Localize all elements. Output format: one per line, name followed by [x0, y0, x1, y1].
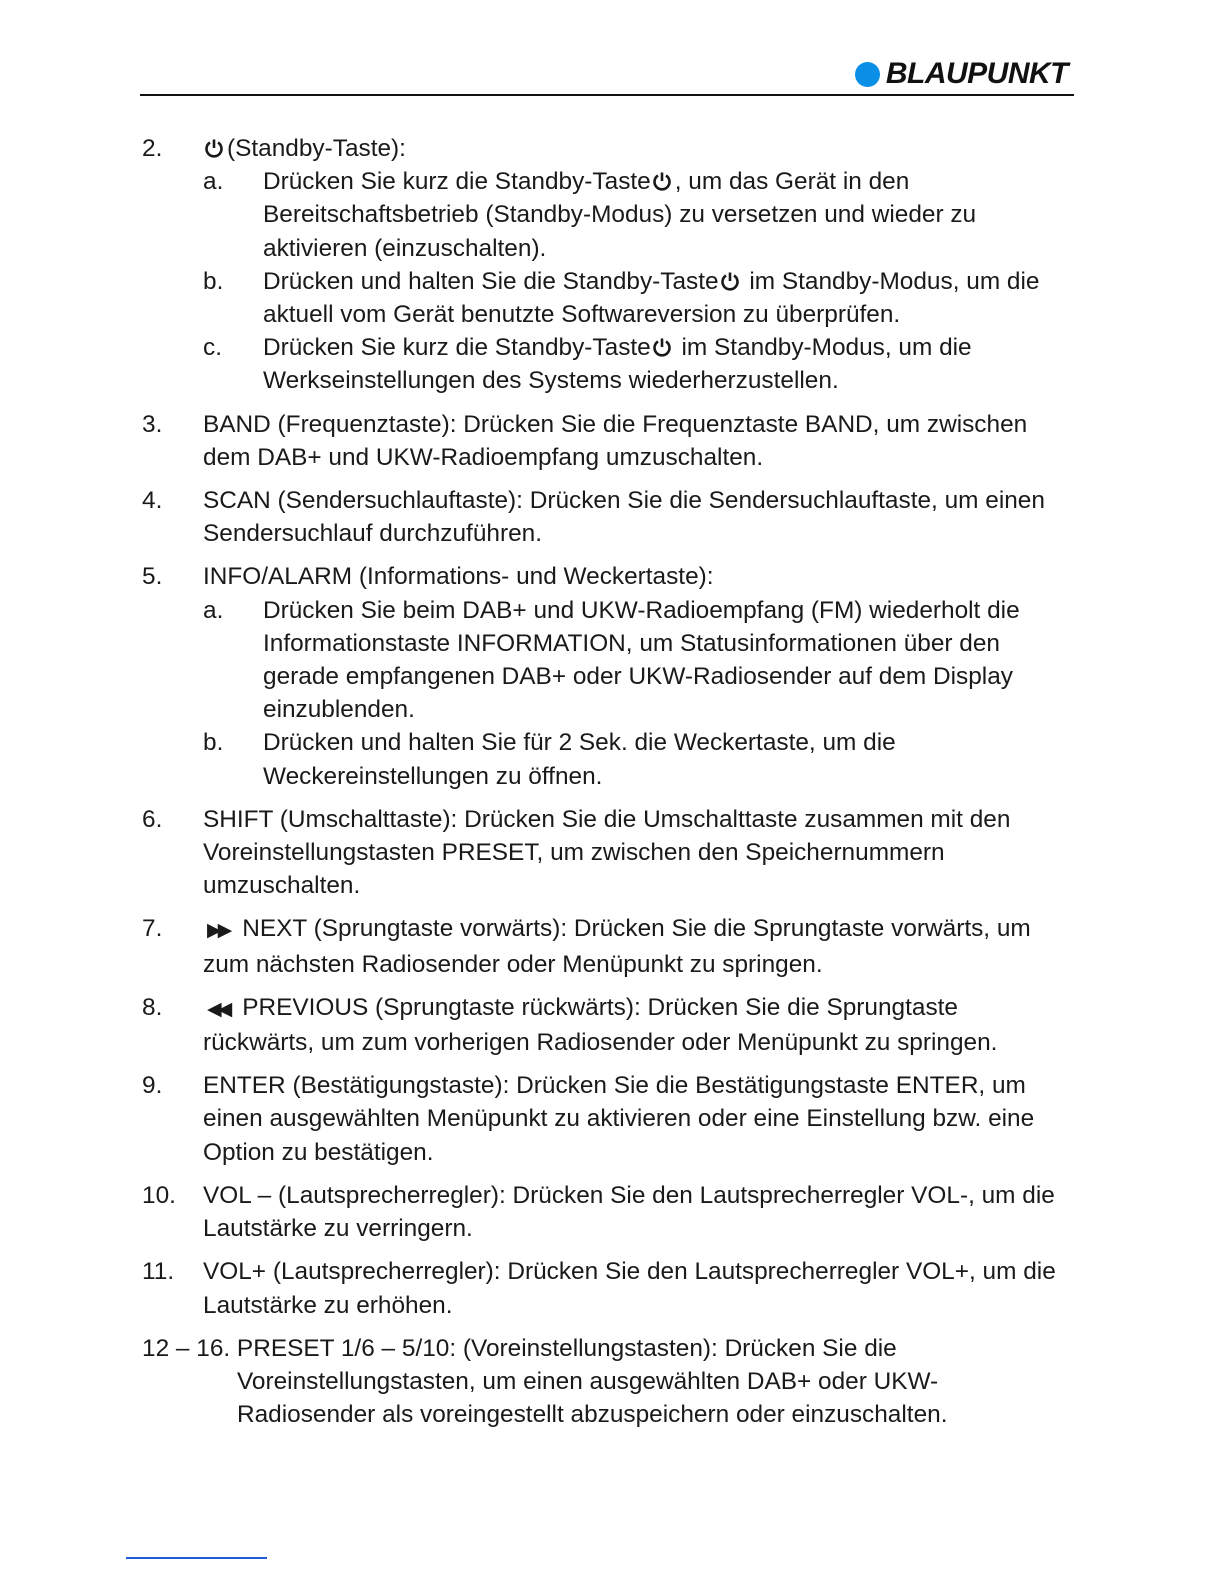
item-text: NEXT (Sprungtaste vorwärts): Drücken Sie die Sprungtaste vorwärts, um zum nächsten Radiosender oder Menüpunkt zu springen. — [203, 915, 1031, 978]
power-icon — [652, 171, 672, 191]
item-title: INFO/ALARM (Informations- und Weckertaste): — [203, 563, 714, 591]
item-number: 7. — [142, 915, 163, 943]
brand-logo — [855, 57, 1068, 91]
item-text: Voreinstellungstasten, um einen ausgewählten DAB+ oder UKW-Radiosender als voreingestellt abzuspeichern oder einzuschalten. — [237, 1367, 948, 1429]
sub-item-b: b. Drücken und halten Sie die Standby-Taste im Standby-Modus, um die aktuell vom Gerät benutzte Softwareversion zu überprüfen. — [203, 267, 1040, 329]
list-item-2 — [140, 132, 1074, 398]
sub-item-a: a. Drücken Sie kurz die Standby-Taste , um das Gerät in den Bereitschaftsbetrieb (Standby-Modus) zu versetzen und wieder zu aktivieren (einzuschalten). — [203, 168, 977, 262]
item-text: VOL+ (Lautsprecherregler): Drücken Sie den Lautsprecherregler VOL+, um die Lautstärke zu erhöhen. — [203, 1258, 1056, 1319]
list-item-6 — [140, 803, 1074, 903]
item-number: 5. — [142, 563, 163, 591]
list-item-7 — [140, 912, 1074, 980]
list-item-11 — [140, 1255, 1074, 1321]
item-number: 8. — [142, 993, 163, 1021]
rewind-icon: ◀◀ — [207, 998, 229, 1020]
item-number: 10. — [142, 1181, 176, 1209]
power-icon — [720, 271, 740, 291]
item-number: 6. — [142, 805, 163, 833]
page-header — [140, 55, 1074, 95]
item-number: 11. — [142, 1258, 175, 1286]
item-title: (Standby-Taste): — [203, 132, 1074, 165]
item-number: 2. — [142, 135, 163, 162]
list-item-5 — [140, 560, 1074, 792]
list-item-3 — [140, 408, 1074, 474]
manual-content — [140, 132, 1074, 1431]
sub-item-a: a. Drücken Sie beim DAB+ und UKW-Radioempfang (FM) wiederholt die Informationstaste INFORMATION, um Statusinformationen über den gerade empfangenen DAB+ oder UKW-Radiosender auf dem Display einzublenden. — [203, 596, 1020, 724]
power-icon — [204, 138, 224, 158]
list-item-9 — [140, 1069, 1074, 1169]
item-text: PREVIOUS (Sprungtaste rückwärts): Drücken Sie die Sprungtaste rückwärts, um zum vorherigen Radiosender oder Menüpunkt zu springen. — [203, 993, 998, 1057]
sub-item-b: b. Drücken und halten Sie für 2 Sek. die Weckertaste, um die Weckereinstellungen zu öffnen. — [203, 729, 896, 790]
item-text: ENTER (Bestätigungstaste): Drücken Sie die Bestätigungstaste ENTER, um einen ausgewählten Menüpunkt zu aktivieren oder eine Einstellung bzw. eine Option zu bestätigen. — [203, 1072, 1035, 1166]
item-text: SHIFT (Umschalttaste): Drücken Sie die Umschalttaste zusammen mit den Voreinstellungstasten PRESET, um zwischen den Speichernummern umzuschalten. — [203, 805, 1011, 900]
item-text: BAND (Frequenztaste): Drücken Sie die Frequenztaste BAND, um zwischen dem DAB+ und UKW-Radioempfang umzuschalten. — [203, 410, 1028, 471]
list-item-4 — [140, 484, 1074, 550]
fast-forward-icon: ▶▶ — [207, 920, 229, 942]
brand-name: BLAUPUNKT — [885, 57, 1068, 90]
footer-link-underline — [126, 1557, 267, 1559]
item-number: 9. — [142, 1072, 163, 1100]
item-number: 3. — [142, 410, 163, 438]
list-item-10 — [140, 1179, 1074, 1245]
list-item-12-16 — [140, 1332, 1074, 1432]
item-number: 4. — [142, 487, 163, 515]
power-icon — [652, 337, 672, 357]
list-item-8 — [140, 991, 1074, 1059]
brand-dot-icon — [855, 62, 880, 87]
item-lead: 12 – 16. PRESET 1/6 – 5/10: (Voreinstellungstasten): Drücken Sie die — [142, 1334, 897, 1362]
item-text: VOL – (Lautsprecherregler): Drücken Sie den Lautsprecherregler VOL-, um die Lautstärke zu verringern. — [203, 1181, 1055, 1243]
item-text: SCAN (Sendersuchlauftaste): Drücken Sie die Sendersuchlauftaste, um einen Sendersuchlauf durchzuführen. — [203, 487, 1045, 548]
header-divider — [140, 94, 1074, 96]
sub-item-c: c. Drücken Sie kurz die Standby-Taste im Standby-Modus, um die Werkseinstellungen des Systems wiederherzustellen. — [203, 334, 972, 395]
